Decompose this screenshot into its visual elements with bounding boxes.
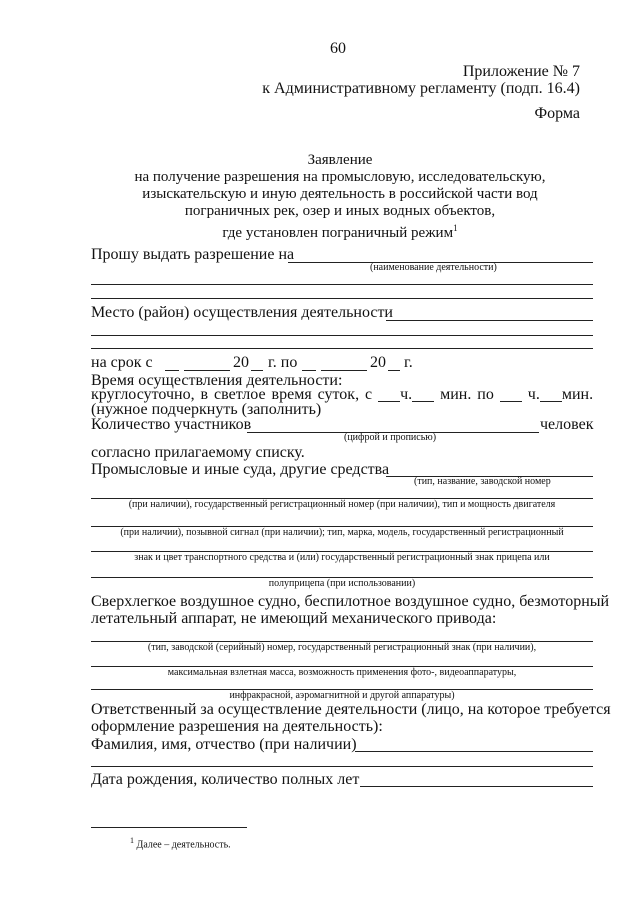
- time-word-2: в: [200, 386, 209, 403]
- term-day-to[interactable]: [302, 370, 316, 371]
- term-year-prefix-1: 20: [233, 354, 249, 371]
- fio-field-2[interactable]: [91, 766, 593, 767]
- document-title: [70, 152, 610, 242]
- term-day-from[interactable]: [165, 370, 179, 371]
- footnote: [130, 835, 231, 851]
- time-word-3: светлое: [214, 386, 266, 403]
- time-word-1: круглосуточно,: [91, 386, 195, 403]
- title-heading: Заявление: [307, 152, 373, 168]
- time-minutes-label-2: мин.: [561, 386, 594, 403]
- vessels-label: Промысловые и иные суда, другие средства: [91, 461, 390, 478]
- term-year-suffix-2: г.: [404, 354, 413, 371]
- term-year-to[interactable]: [388, 370, 400, 371]
- responsible-line-2: оформление разрешения на деятельность):: [91, 718, 383, 735]
- appendix-number: Приложение № 7: [462, 63, 580, 80]
- title-footnote-mark: 1: [453, 223, 458, 233]
- term-month-from[interactable]: [184, 370, 230, 371]
- term-year-prefix-2: 20: [370, 354, 386, 371]
- term-prefix: на срок с: [91, 354, 153, 371]
- birth-field[interactable]: [360, 786, 593, 787]
- request-caption: (наименование деятельности): [370, 262, 497, 273]
- vessels-caption-3: (при наличии), позывной сигнал (при наличии); тип, марка, модель, государственный регистрационный: [120, 527, 564, 538]
- responsible-line-1: Ответственный за осуществление деятельности (лицо, на которое требуется: [91, 701, 611, 718]
- time-hours-from[interactable]: [378, 386, 400, 402]
- time-hours-label-1: ч.: [400, 386, 413, 403]
- vessels-caption: (тип, название, заводской номер: [414, 476, 551, 487]
- regulation-reference: к Административному регламенту (подп. 16.4): [262, 80, 580, 97]
- time-minutes-to[interactable]: [540, 386, 562, 402]
- term-year-from[interactable]: [251, 370, 263, 371]
- vessels-caption-2: (при наличии), государственный регистрационный номер (при наличии), тип и мощность двигателя: [128, 499, 556, 510]
- term-month-to[interactable]: [321, 370, 367, 371]
- participants-caption: (цифрой и прописью): [344, 432, 437, 443]
- participants-label: Количество участников: [91, 416, 252, 433]
- fio-label: Фамилия, имя, отчество (при наличии): [91, 736, 357, 753]
- underline-note: (нужное подчеркнуть (заполнить): [91, 401, 322, 418]
- page-number: 60: [330, 40, 346, 57]
- request-field-2[interactable]: [91, 284, 593, 285]
- fio-field[interactable]: [355, 751, 593, 752]
- time-label: Время осуществления деятельности:: [91, 372, 343, 389]
- term-year-suffix-1: г. по: [268, 354, 298, 371]
- time-word-6: с: [365, 386, 373, 403]
- title-line-3: пограничных рек, озер и иных водных объектов,: [184, 203, 496, 219]
- title-line-1: на получение разрешения на промысловую, исследовательскую,: [134, 169, 546, 185]
- birth-label: Дата рождения, количество полных лет: [91, 771, 360, 788]
- aircraft-caption-1: (тип, заводской (серийный) номер, государственный регистрационный знак (при наличии),: [147, 642, 537, 653]
- time-minutes-label-1: мин.: [440, 386, 472, 403]
- aircraft-line-2: летательный аппарат, не имеющий механического привода:: [91, 610, 497, 627]
- form-label: Форма: [534, 105, 580, 122]
- aircraft-line-1: Сверхлегкое воздушное судно, беспилотное воздушное судно, безмоторный: [91, 593, 610, 610]
- footnote-mark: 1: [130, 836, 134, 845]
- participants-list-note: согласно прилагаемому списку.: [91, 444, 305, 461]
- title-line-4: где установлен пограничный режим$^1$: [222, 223, 458, 241]
- place-label: Место (район) осуществления деятельности: [91, 304, 393, 321]
- time-to-word: по: [477, 386, 494, 403]
- footnote-text: Далее – деятельность.: [136, 839, 231, 851]
- footnote-separator: [91, 827, 247, 828]
- request-label: Прошу выдать разрешение на: [91, 246, 295, 263]
- aircraft-caption-3: инфракрасной, аэромагнитной и другой аппаратуры): [229, 690, 455, 701]
- time-hours-to[interactable]: [500, 386, 522, 402]
- place-field-2[interactable]: [91, 335, 593, 336]
- place-field-3[interactable]: [91, 348, 593, 349]
- vessels-caption-4: знак и цвет транспортного средства и (или) государственный регистрационный знак прицепа или: [134, 552, 550, 563]
- title-line-2: изыскательскую и иную деятельность в российской части вод: [142, 186, 538, 202]
- place-field[interactable]: [386, 320, 593, 321]
- aircraft-caption-2: максимальная взлетная масса, возможность применения фото-, видеоаппаратуры,: [167, 667, 517, 678]
- time-hours-label-2: ч.: [527, 386, 540, 403]
- time-minutes-from[interactable]: [412, 386, 434, 402]
- time-word-5: суток,: [317, 386, 360, 403]
- vessels-caption-5: полуприцепа (при использовании): [268, 578, 416, 589]
- request-field-3[interactable]: [91, 298, 593, 299]
- time-word-4: время: [271, 386, 312, 403]
- participants-unit: человек: [540, 416, 594, 433]
